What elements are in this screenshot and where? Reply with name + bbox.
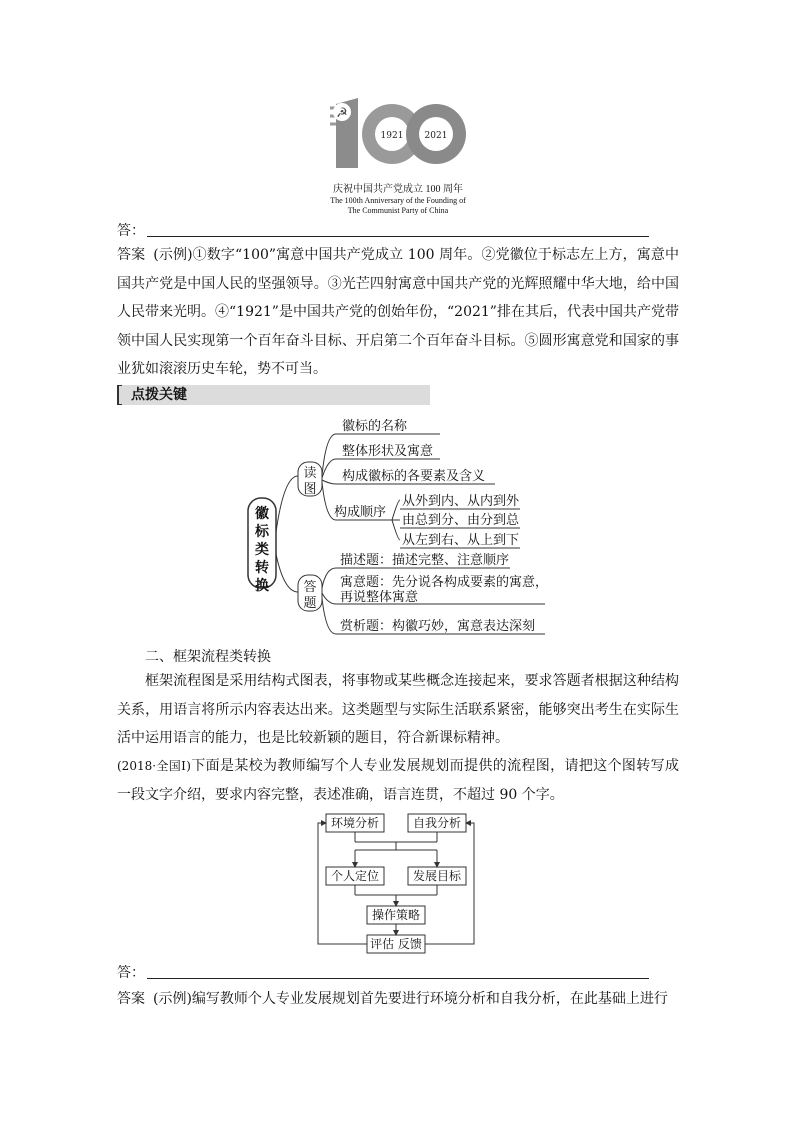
answer-text: (示例)编写教师个人专业发展规划首先要进行环境分析和自我分析，在此基础上进行 [153, 991, 668, 1007]
branch-answer-char-1: 答 [303, 580, 317, 595]
self-label: 自我分析 [412, 816, 462, 830]
answer-prompt-label: 答： [117, 965, 145, 981]
branch-answer-char-2: 题 [303, 596, 317, 611]
section-title: 二、框架流程类转换 [145, 649, 271, 665]
read-item: 徽标的名称 [342, 419, 408, 434]
answer-text: (示例)①数字“100”寓意中国共产党成立 100 周年。②党徽位于标志左上方，寓意中国共产党是中国人民的坚强领导。③光芒四射寓意中国共产党的光辉照耀中华大地，给中国人民带来光明。④“1921”是中国共产党的创始年份，“2021”排在其后，代表中国共产党带领中国人民实现第一个百年奋斗目标、开启第二个百年奋斗目标。⑤圆形寓意党和国家的事业犹如滚滚历史车轮，势不可当。 [117, 247, 679, 377]
centenary-logo [328, 98, 468, 218]
strategy-label: 操作策略 [371, 908, 421, 922]
answer-label: 答案 [117, 247, 146, 263]
answer-prompt-1 [117, 220, 145, 240]
intro-paragraph: 框架流程图是采用结构式图表，将事物或某些概念连接起来，要求答题者根据这种结构关系，用语言将所示内容表达出来。这类题型与实际生活联系紧密，能够突出考生在实际生活中运用语言的能力，也是比较新颖的题目，符合新课标精神。 [117, 673, 679, 746]
answer-item: 再说整体寓意 [340, 590, 419, 605]
question-paragraph [117, 752, 679, 809]
year-start: 1921 [380, 131, 404, 141]
root-char-1: 徽 [255, 506, 269, 522]
feedback-label: 评估 反馈 [370, 937, 422, 951]
answer-label: 答案 [117, 991, 145, 1007]
answer-prompt-2 [117, 962, 145, 982]
question-text: 下面是某校为教师编写个人专业发展规划而提供的流程图，请把这个图转写成一段文字介绍，要求内容完整，表述准确，语言连贯，不超过 90 个字。 [117, 758, 679, 803]
read-item: 整体形状及寓意 [342, 444, 434, 459]
answer-prompt-label: 答： [117, 223, 145, 239]
year-end: 2021 [424, 131, 448, 141]
answer-paragraph-2 [117, 985, 679, 1014]
answer-item: 赏析题：构徽巧妙，寓意表达深刻 [340, 619, 536, 634]
branch-read-char-1: 读 [303, 466, 317, 481]
key-heading: 点拨关键 [131, 387, 187, 403]
question-source: (2018·全国Ⅰ) [117, 759, 191, 773]
branch-read-char-2: 图 [303, 482, 317, 497]
order-item: 从外到内、从内到外 [402, 494, 520, 509]
goal-label: 发展目标 [412, 869, 462, 883]
position-label: 个人定位 [330, 869, 380, 883]
root-char-2: 标 [255, 524, 269, 540]
root-char-4: 转 [255, 560, 269, 576]
order-item: 由总到分、由分到总 [402, 513, 520, 528]
answer-blank-line[interactable] [147, 978, 649, 979]
answer-item: 描述题：描述完整、注意顺序 [340, 553, 510, 568]
logo-caption-cn: 庆祝中国共产党成立 100 周年 [333, 184, 463, 195]
logo-caption-en-1: The 100th Anniversary of the Founding of [330, 196, 466, 205]
emblem-mindmap [240, 412, 570, 640]
answer-paragraph-1 [117, 241, 679, 384]
root-char-3: 类 [255, 542, 269, 558]
env-label: 环境分析 [330, 816, 380, 830]
answer-item: 寓意题：先分说各构成要素的寓意， [340, 575, 549, 590]
party-emblem-icon: ☭ [336, 106, 348, 121]
bracket-icon [117, 385, 122, 405]
read-item: 构成徽标的各要素及含义 [342, 469, 486, 484]
root-char-5: 换 [255, 578, 269, 594]
read-item: 构成顺序 [334, 505, 387, 520]
centenary-logo-graphic [328, 98, 468, 178]
order-item: 从左到右、从上到下 [402, 533, 520, 548]
key-heading-bar [117, 385, 430, 405]
answer-blank-line[interactable] [147, 236, 649, 237]
flowchart [312, 812, 482, 954]
logo-caption-en-2: The Communist Party of China [347, 206, 449, 215]
